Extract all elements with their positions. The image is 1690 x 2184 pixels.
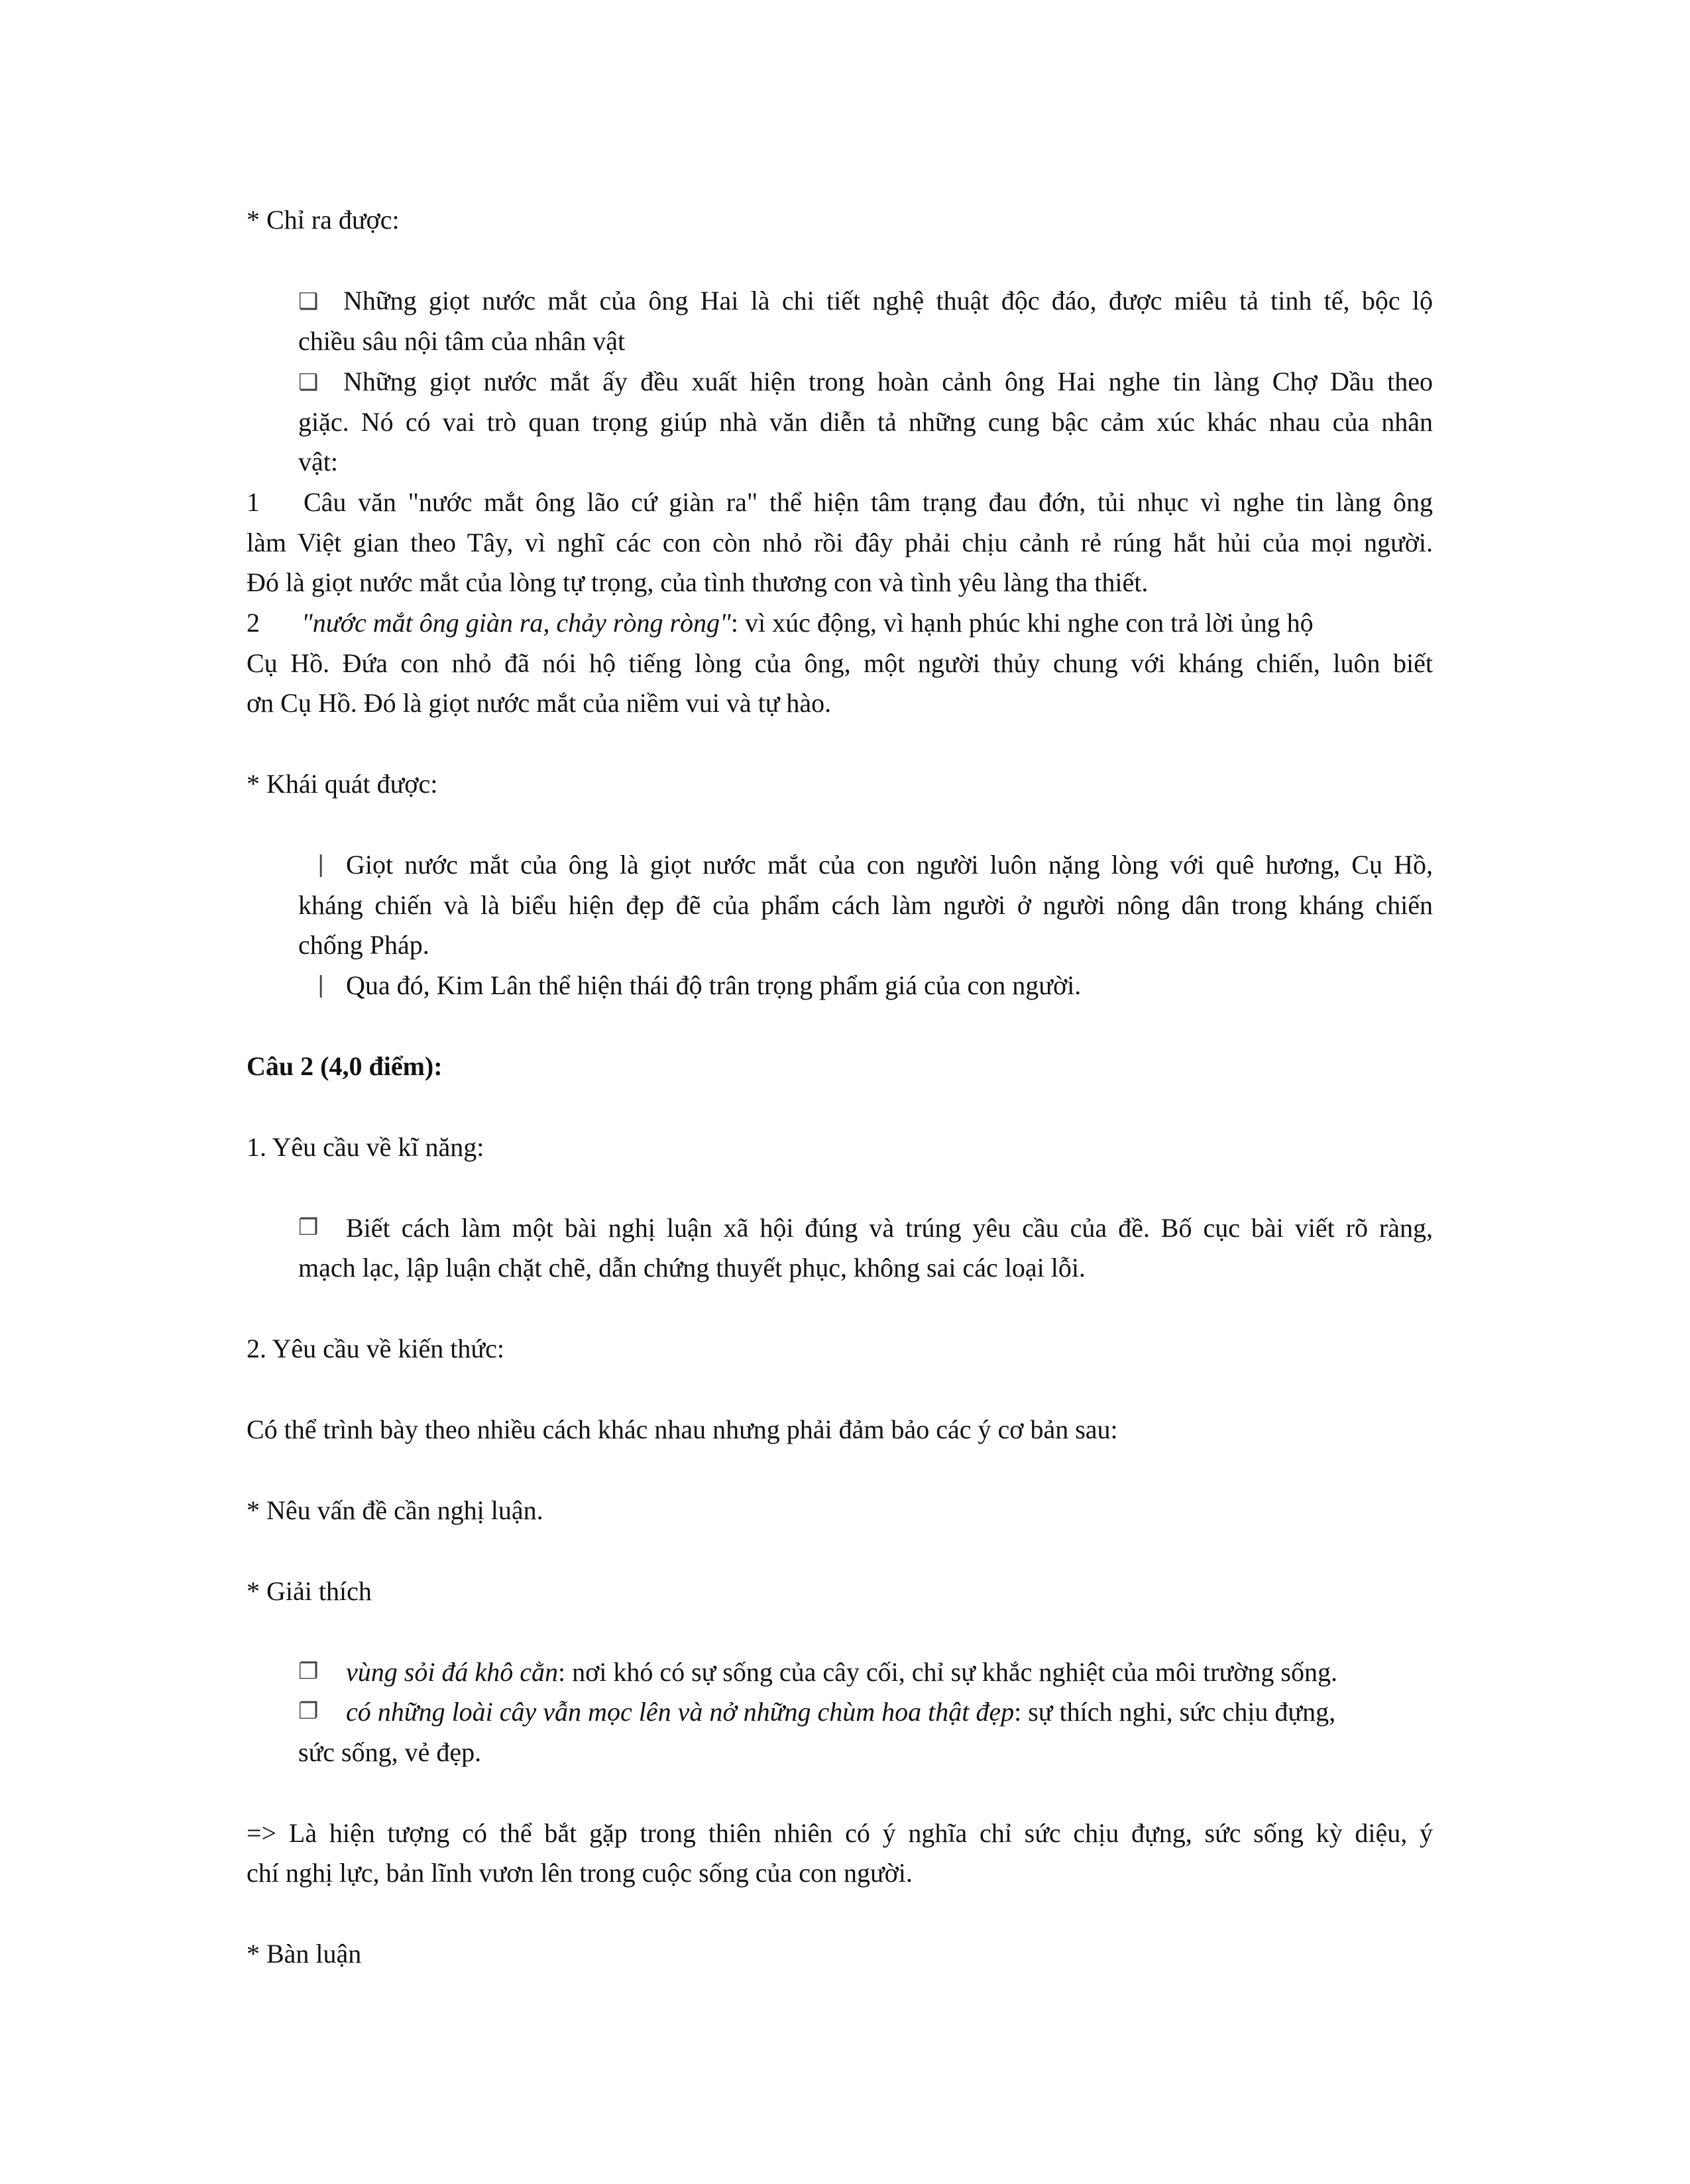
chi-ra-item-2-line-3: ơn Cụ Hồ. Đó là giọt nước mắt của niềm vui và tự hào.	[247, 688, 832, 718]
kien-thuc-heading: 2. Yêu cầu về kiến thức:	[247, 1334, 504, 1363]
list-number: 1	[247, 487, 260, 517]
giai-thich-heading: * Giải thích	[247, 1576, 372, 1606]
giai-thich-item-2-line-2: sức sống, vẻ đẹp.	[298, 1737, 482, 1767]
chi-ra-bullet-2-line-1: Những giọt nước mắt ấy đều xuất hiện trong hoàn cảnh ông Hai nghe tin làng Chợ Dầu theo	[343, 367, 1433, 396]
ki-nang-line-1: Biết cách làm một bài nghị luận xã hội đúng và trúng yêu cầu của đề. Bố cục bài viết rõ ràng,	[346, 1213, 1433, 1243]
neu-van-de: * Nêu vấn đề cần nghị luận.	[247, 1495, 543, 1525]
khai-quat-bullet-1-line-1: Giọt nước mắt của ông là giọt nước mắt của con người luôn nặng lòng với quê hương, Cụ Hồ,	[346, 850, 1433, 880]
giai-thich-item-2-line-1	[346, 1699, 1335, 1725]
chi-ra-item-1-line-2: làm Việt gian theo Tây, vì nghĩ các con còn nhỏ rồi đây phải chịu cảnh rẻ rúng hắt hủi của mọi người.	[247, 528, 1433, 557]
italic-term: vùng sỏi đá khô cằn	[346, 1657, 558, 1687]
bullet-icon: ❘	[311, 972, 331, 998]
bullet-icon: ❑	[298, 369, 319, 396]
term-explanation: : sự thích nghi, sức chịu đựng,	[1014, 1697, 1336, 1727]
chi-ra-bullet-2-line-2: giặc. Nó có vai trò quan trọng giúp nhà văn diễn tả những cung bậc cảm xúc khác nhau của nhân	[298, 407, 1433, 437]
chi-ra-bullet-2-line-3: vật:	[298, 447, 338, 477]
kien-thuc-intro: Có thể trình bày theo nhiều cách khác nhau nhưng phải đảm bảo các ý cơ bản sau:	[247, 1414, 1118, 1444]
bullet-icon: ❘	[311, 851, 331, 878]
chi-ra-item-1-line-1: Câu văn "nước mắt ông lão cứ giàn ra" thể hiện tâm trạng đau đớn, tủi nhục vì nghe tin làng ông	[304, 487, 1433, 517]
khai-quat-bullet-1-line-2: kháng chiến và là biểu hiện đẹp đẽ của phẩm cách làm người ở người nông dân trong kháng chiến	[298, 890, 1433, 920]
italic-term: có những loài cây vẫn mọc lên và nở những chùm hoa thật đẹp	[346, 1697, 1015, 1727]
chi-ra-bullet-1-line-2: chiều sâu nội tâm của nhân vật	[298, 326, 626, 356]
quote-text: "nước mắt ông giàn ra, chảy ròng ròng"	[302, 608, 731, 638]
giai-thich-item-1	[346, 1659, 1337, 1686]
ket-luan-line-2: chí nghị lực, bản lĩnh vươn lên trong cuộc sống của con người.	[247, 1858, 913, 1888]
term-explanation: : nơi khó có sự sống của cây cối, chỉ sự khắc nghiệt của môi trường sống.	[557, 1657, 1337, 1687]
chi-ra-heading: * Chỉ ra được:	[247, 205, 400, 235]
khai-quat-bullet-2: Qua đó, Kim Lân thể hiện thái độ trân trọng phẩm giá của con người.	[346, 970, 1082, 1000]
khai-quat-heading: * Khái quát được:	[247, 769, 438, 799]
ki-nang-heading: 1. Yêu cầu về kĩ năng:	[247, 1132, 484, 1162]
bullet-icon: ❒	[298, 1214, 319, 1241]
ban-luan-heading: * Bàn luận	[247, 1939, 362, 1969]
list-number: 2	[247, 608, 260, 638]
chi-ra-item-1-line-3: Đó là giọt nước mắt của lòng tự trọng, của tình thương con và tình yêu làng tha thiết.	[247, 567, 1149, 597]
chi-ra-bullet-1-line-1: Những giọt nước mắt của ông Hai là chi tiết nghệ thuật độc đáo, được miêu tả tinh tế, bộc lộ	[343, 286, 1433, 316]
bullet-icon: ❑	[298, 288, 319, 315]
chi-ra-item-2-line-1	[302, 610, 1314, 636]
bullet-icon: ❐	[298, 1698, 319, 1725]
quote-rest: : vì xúc động, vì hạnh phúc khi nghe con trả lời ủng hộ	[730, 608, 1314, 638]
ket-luan-line-1: => Là hiện tượng có thể bắt gặp trong thiên nhiên có ý nghĩa chỉ sức chịu đựng, sức sống kỳ diệu, ý	[247, 1818, 1433, 1848]
chi-ra-item-2-line-2: Cụ Hồ. Đứa con nhỏ đã nói hộ tiếng lòng của ông, một người thủy chung với kháng chiến, luôn biết	[247, 648, 1433, 678]
ki-nang-line-2: mạch lạc, lập luận chặt chẽ, dẫn chứng thuyết phục, không sai các loại lỗi.	[298, 1253, 1086, 1283]
cau-2-title: Câu 2 (4,0 điểm):	[247, 1051, 443, 1081]
khai-quat-bullet-1-line-3: chống Pháp.	[298, 930, 429, 960]
bullet-icon: ❐	[298, 1658, 319, 1685]
